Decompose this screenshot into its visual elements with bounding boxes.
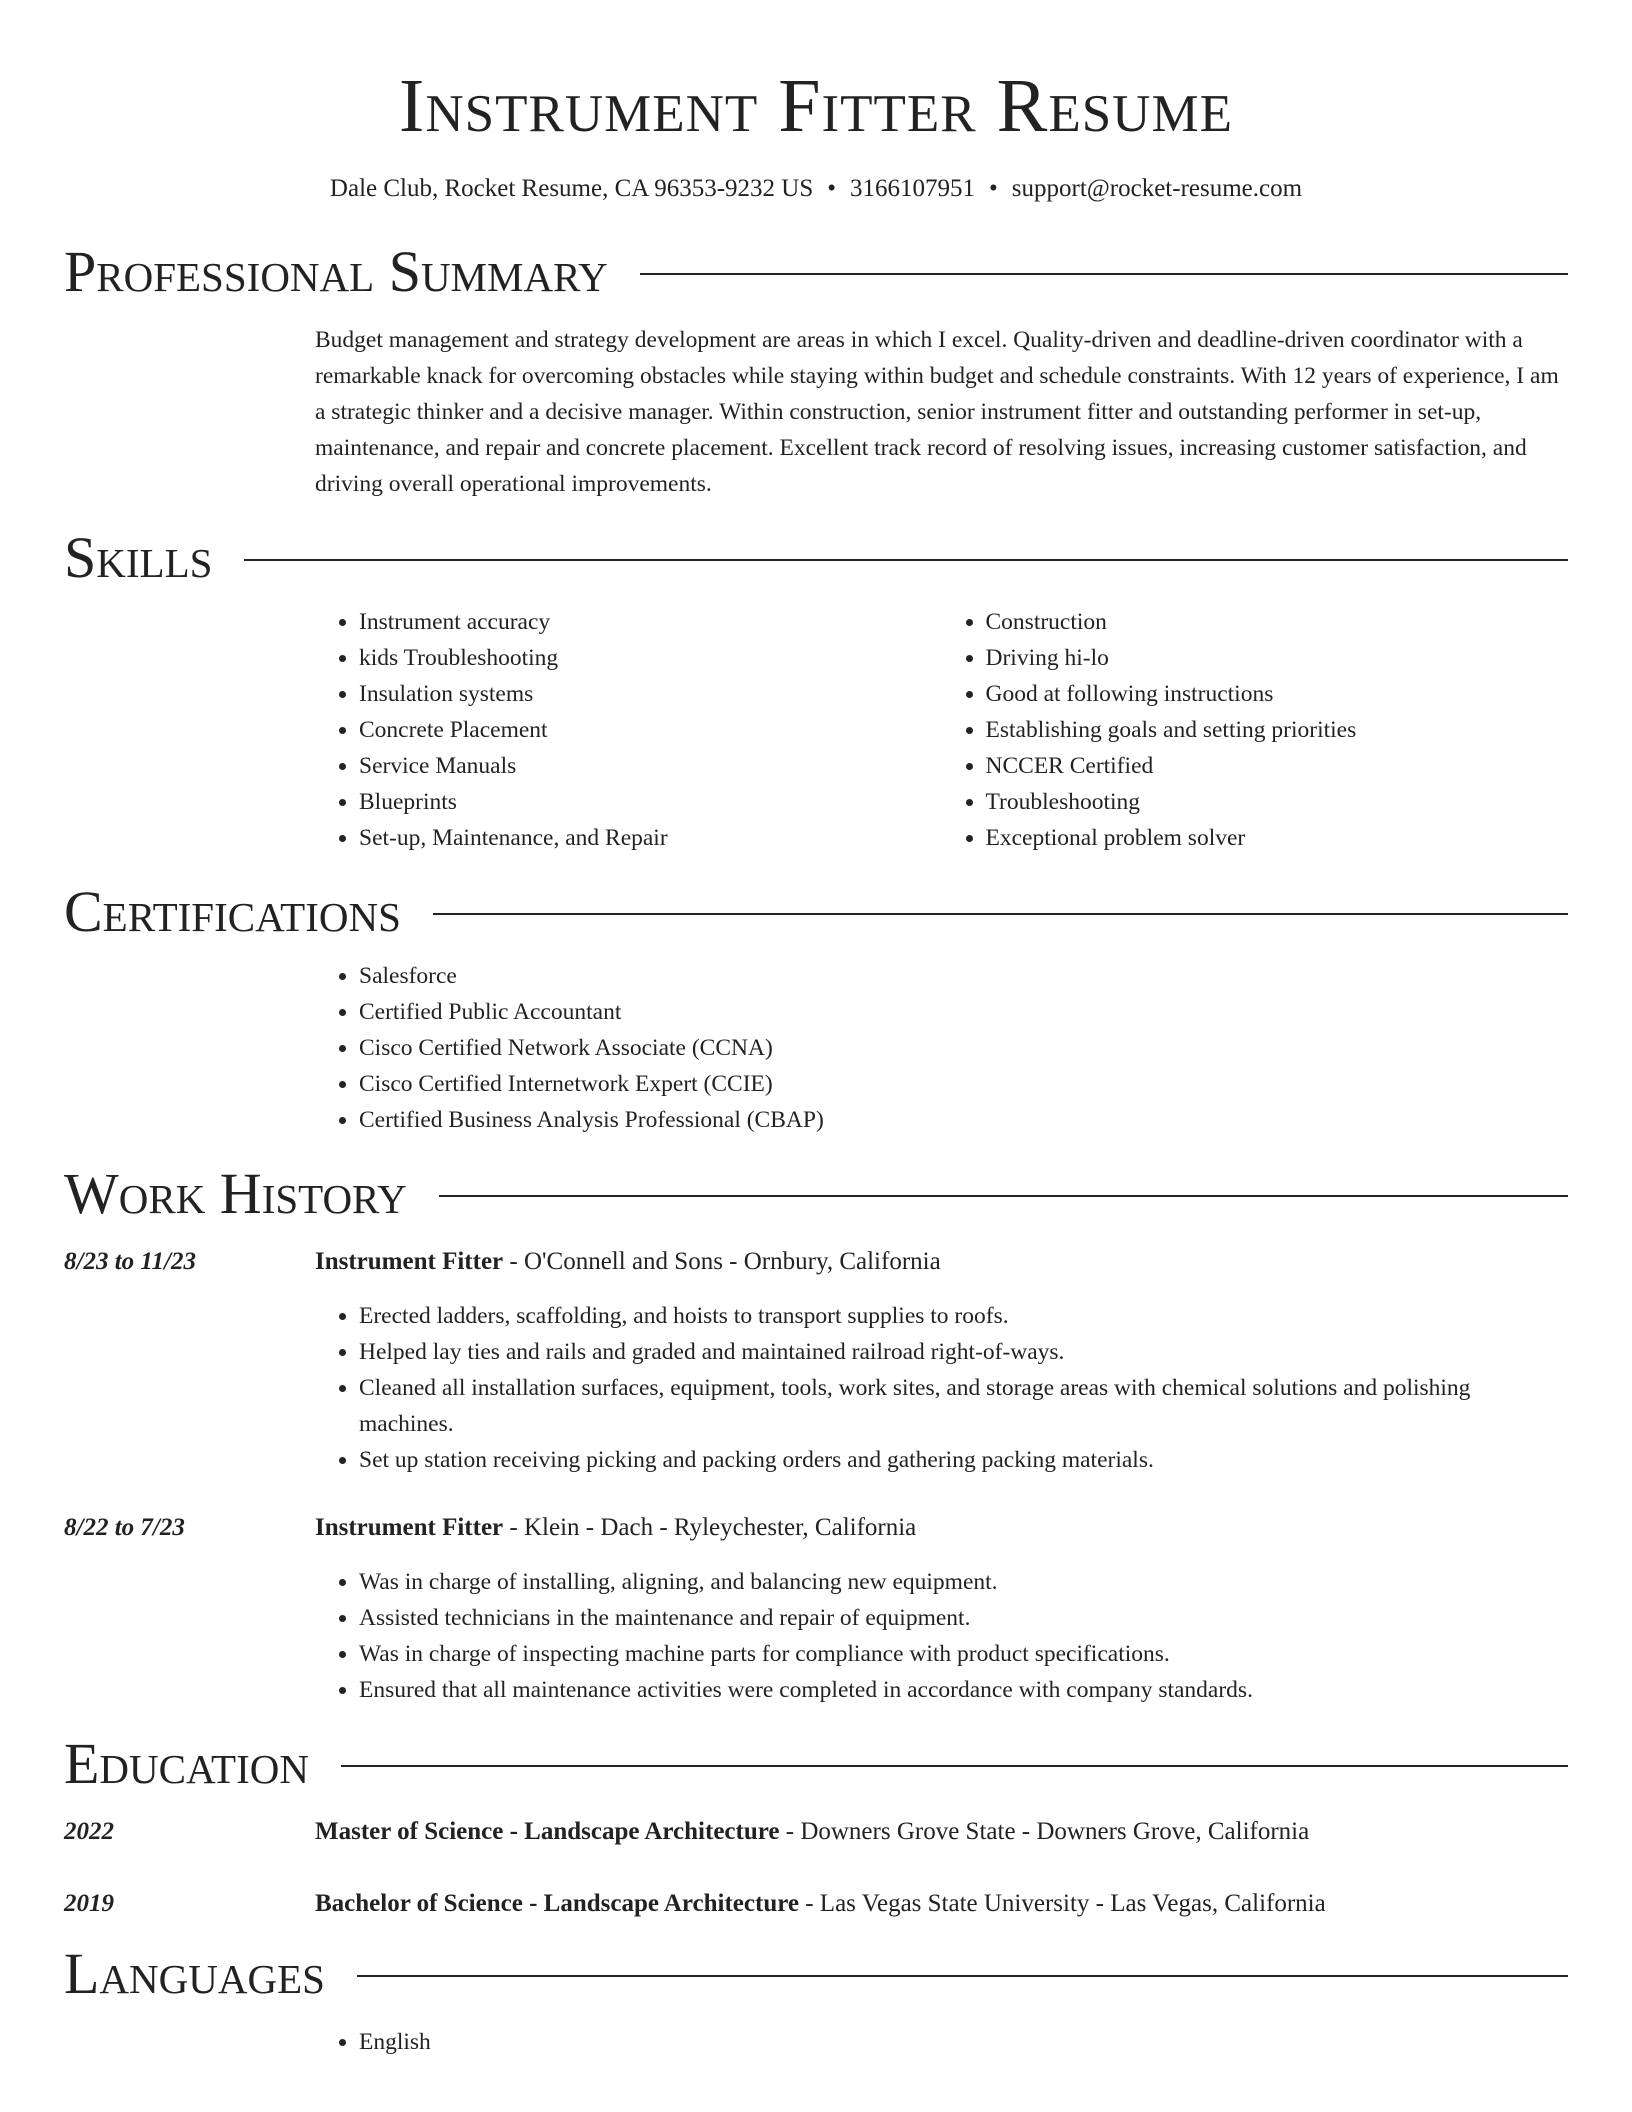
certification-item: • Certified Public Accountant [359, 994, 1568, 1030]
job-role [315, 1244, 941, 1280]
section-header-certifications [64, 879, 1568, 944]
section-header-work-history [64, 1161, 1568, 1226]
job-duty: • Set up station receiving picking and packing orders and gathering packing materials. [359, 1442, 1568, 1478]
section-header-languages [64, 1941, 1568, 2006]
section-divider [341, 1765, 1568, 1767]
job-duty: • Was in charge of installing, aligning, and balancing new equipment. [359, 1564, 1568, 1600]
certifications-list [315, 958, 1568, 1138]
education-year: 2019 [64, 1890, 114, 1917]
certification-item: • Cisco Certified Network Associate (CCNA) [359, 1030, 1568, 1066]
contact-address: Dale Club, Rocket Resume, CA 96353-9232 US [329, 175, 814, 202]
contact-line [64, 172, 1568, 206]
job-header [64, 1244, 1568, 1280]
job-company: - Klein - Dach - Ryleychester, California [503, 1514, 917, 1541]
languages-block [315, 2024, 1568, 2060]
section-divider [357, 1975, 1568, 1977]
resume-title: Instrument Fitter Resume [399, 64, 1233, 148]
education-year: 2022 [64, 1818, 114, 1845]
job-duty: • Erected ladders, scaffolding, and hoists to transport supplies to roofs. [359, 1298, 1568, 1334]
job-title: Instrument Fitter [315, 1248, 504, 1275]
skill-item: • NCCER Certified [986, 748, 1569, 784]
skill-item: • Establishing goals and setting priorities [986, 712, 1569, 748]
skill-item: • Construction [986, 604, 1569, 640]
job-duty: • Assisted technicians in the maintenance and repair of equipment. [359, 1600, 1568, 1636]
skill-item: • Exceptional problem solver [986, 820, 1569, 856]
summary-block [315, 322, 1568, 502]
skill-item: • Troubleshooting [986, 784, 1569, 820]
job-role [315, 1510, 916, 1546]
job-duties-list [315, 1564, 1568, 1708]
job-company: - O'Connell and Sons - Ornbury, California [503, 1248, 941, 1275]
skill-item: • Service Manuals [359, 748, 942, 784]
job-dates: 8/22 to 7/23 [64, 1514, 185, 1541]
job-header [64, 1510, 1568, 1546]
job-duty: • Ensured that all maintenance activities were completed in accordance with company standards. [359, 1672, 1568, 1708]
skill-item: • Driving hi-lo [986, 640, 1569, 676]
education-entry [64, 1814, 1568, 1850]
section-title-certifications: Certifications [64, 879, 401, 944]
job-duties [315, 1298, 1568, 1478]
languages-list [315, 2024, 1568, 2060]
job-duties-list [315, 1298, 1568, 1478]
skill-item: • kids Troubleshooting [359, 640, 942, 676]
certification-item: • Salesforce [359, 958, 1568, 994]
education-entry [64, 1886, 1568, 1922]
section-header-education [64, 1731, 1568, 1796]
section-divider [640, 273, 1568, 275]
job-duty: • Helped lay ties and rails and graded and maintained railroad right-of-ways. [359, 1334, 1568, 1370]
skill-item: • Instrument accuracy [359, 604, 942, 640]
job-dates: 8/23 to 11/23 [64, 1248, 196, 1275]
summary-text: Budget management and strategy development are areas in which I excel. Quality-driven and deadline-driven coordinator with a remarkable knack for overcoming obstacles while staying within budget and schedule constraints. With 12 years of experience, I am a strategic thinker and a decisive manager. Within construction, senior instrument fitter and outstanding performer in set-up, maintenance, and repair and concrete placement. Excellent track record of resolving issues, increasing customer satisfaction, and driving overall operational improvements. [315, 327, 1559, 497]
job-duties [315, 1564, 1568, 1708]
skills-list-left [315, 604, 942, 856]
contact-separator: • [989, 175, 998, 202]
job-entry [64, 1244, 1568, 1478]
certifications-block [315, 958, 1568, 1138]
job-entry [64, 1510, 1568, 1708]
contact-email[interactable]: support@rocket-resume.com [1011, 175, 1303, 202]
education-school: - Downers Grove State - Downers Grove, California [779, 1818, 1310, 1845]
job-duty: • Was in charge of inspecting machine parts for compliance with product specifications. [359, 1636, 1568, 1672]
education-degree-line [315, 1814, 1309, 1850]
language-item: • English [359, 2024, 1568, 2060]
contact-phone[interactable]: 3166107951 [850, 175, 975, 202]
section-header-summary [64, 239, 1568, 304]
education-school: - Las Vegas State University - Las Vegas, California [798, 1890, 1326, 1917]
contact-separator: • [827, 175, 836, 202]
job-duty: • Cleaned all installation surfaces, equipment, tools, work sites, and storage areas with chemical solutions and polishing machines. [359, 1370, 1568, 1442]
education-degree: Master of Science - Landscape Architecture [315, 1818, 780, 1845]
skills-list-right [942, 604, 1569, 856]
skill-item: • Concrete Placement [359, 712, 942, 748]
section-title-languages: Languages [64, 1941, 325, 2006]
certification-item: • Cisco Certified Internetwork Expert (CCIE) [359, 1066, 1568, 1102]
education-degree-line [315, 1886, 1326, 1922]
section-title-summary: Professional Summary [64, 239, 608, 304]
section-title-work-history: Work History [64, 1161, 407, 1226]
certification-item: • Certified Business Analysis Professional (CBAP) [359, 1102, 1568, 1138]
section-header-skills [64, 525, 1568, 590]
resume-page [64, 0, 1568, 2060]
skills-block [315, 604, 1568, 856]
skill-item: • Set-up, Maintenance, and Repair [359, 820, 942, 856]
job-title: Instrument Fitter [315, 1514, 504, 1541]
section-divider [433, 913, 1568, 915]
section-divider [244, 559, 1568, 561]
skill-item: • Insulation systems [359, 676, 942, 712]
education-degree: Bachelor of Science - Landscape Architecture [315, 1890, 799, 1917]
section-title-education: Education [64, 1731, 309, 1796]
section-divider [439, 1195, 1568, 1197]
skill-item: • Blueprints [359, 784, 942, 820]
skill-item: • Good at following instructions [986, 676, 1569, 712]
section-title-skills: Skills [64, 525, 213, 590]
